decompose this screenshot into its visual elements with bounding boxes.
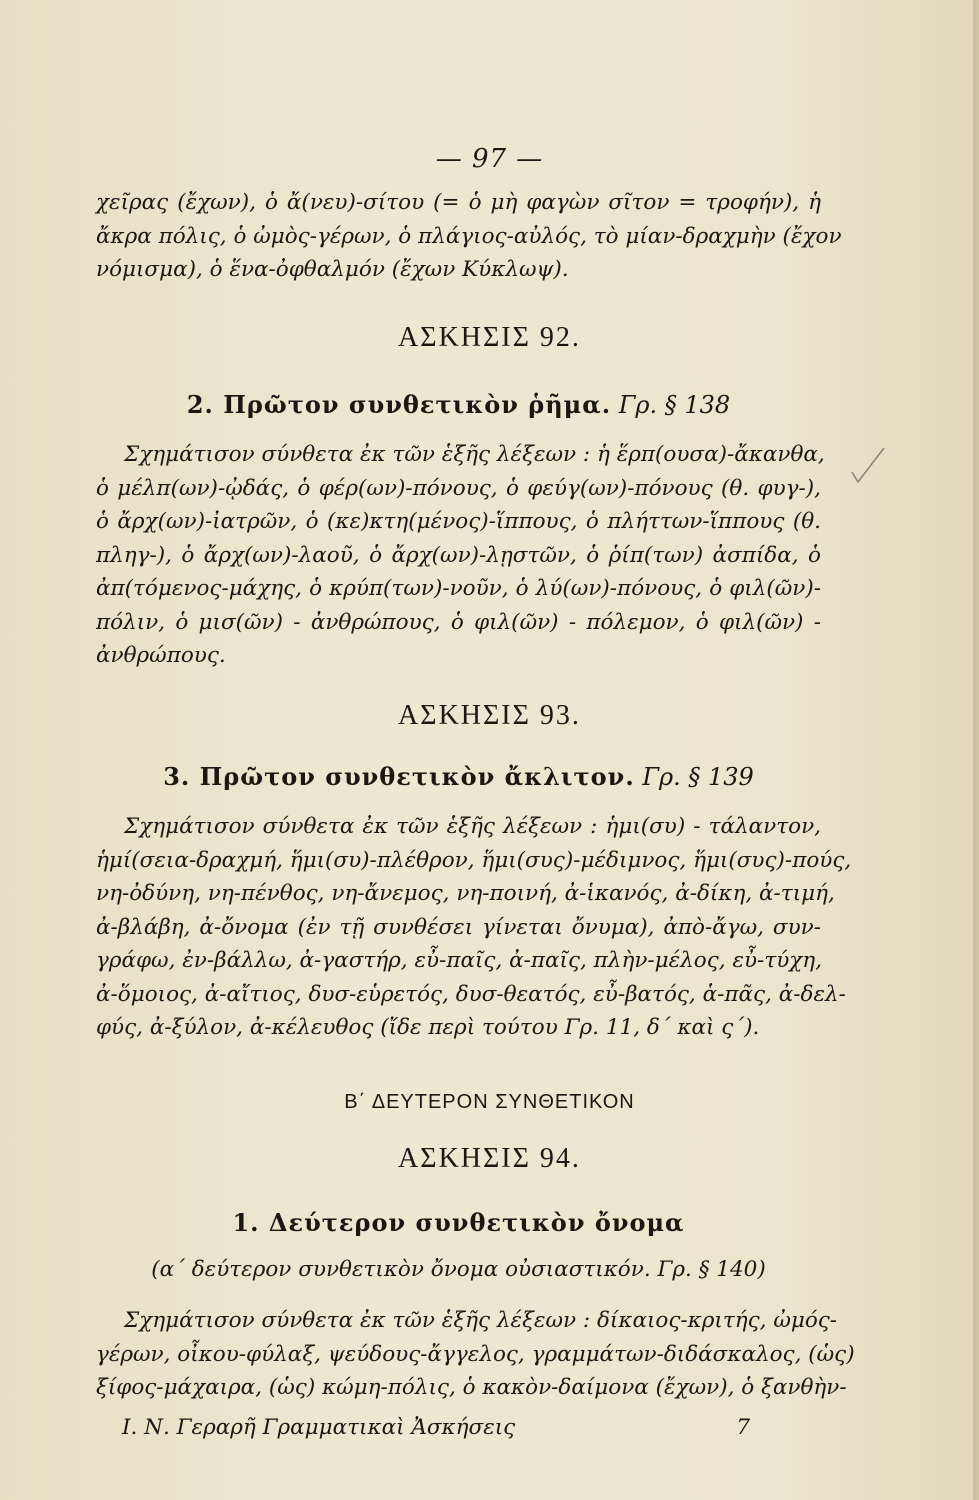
subheading-title: 2. Πρῶτον συνθετικὸν ῥῆμα. (186, 390, 612, 419)
intro-paragraph (96, 186, 842, 287)
subheading-title: 3. Πρῶτον συνθετικὸν ἄκλιτον. (163, 762, 635, 791)
text-line: Σχημάτισον σύνθετα ἐκ τῶν ἑξῆς λέξεων : ἡ ἕρπ(ουσα)-ἄκανθα, (124, 442, 825, 467)
text-line: Σχημάτισον σύνθετα ἐκ τῶν ἑξῆς λέξεων : δίκαιος-κριτής, ὠμός- (124, 1308, 838, 1333)
text-line: πληγ-), ὁ ἄρχ(ων)-λαοῦ, ὁ ἄρχ(ων)-λῃστῶν, ὁ ῥίπ(των) ἀσπίδα, ὁ (96, 542, 821, 568)
text-line: νη-ὀδύνη, νη-πένθος, νη-ἄνεμος, νη-ποινή, ἀ-ἱκανός, ἀ-δίκη, ἀ-τιμή, (96, 881, 835, 906)
exercise-94-subheading (96, 1208, 821, 1237)
page-footer (122, 1415, 750, 1440)
exercise-92-subheading (96, 390, 821, 419)
text-line: ξίφος-μάχαιρα, (ὡς) κώμη-πόλις, ὁ κακὸν-δαίμονα (ἔχων), ὁ ξανθὴν- (96, 1375, 847, 1400)
page-number: — 97 — (435, 144, 544, 174)
exercise-94-heading: ΑΣΚΗΣΙΣ 94. (398, 1143, 581, 1174)
text-line: ὁ μέλπ(ων)-ᾠδάς, ὁ φέρ(ων)-πόνους, ὁ φεύγ(ων)-πόνους (θ. φυγ-), (96, 475, 821, 501)
exercise-94-text (96, 1304, 855, 1405)
exercise-94-note: (α΄ δεύτερον συνθετικὸν ὄνομα οὐσιαστικόν. Γρ. § 140) (151, 1257, 766, 1282)
grammar-reference: Γρ. § 138 (618, 391, 731, 419)
text-line: ὁ ἄρχ(ων)-ἰατρῶν, ὁ (κε)κτη(μένος)-ἵππους, ὁ πλήττων-ἵππους (θ. (96, 509, 821, 534)
grammar-reference: Γρ. § 139 (642, 763, 754, 791)
subheading-title: 1. Δεύτερον συνθετικὸν ὄνομα (232, 1208, 685, 1237)
text-line: ἄκρα πόλις, ὁ ὠμὸς-γέρων, ὁ πλάγιος-αὐλός, τὸ μίαν-δραχμὴν (ἔχον (96, 223, 842, 249)
text-line: ἡμί(σεια-δραχμή, ἥμι(συ)-πλέθρον, ἥμι(συς)-μέδιμνος, ἥμι(συς)-πούς, (96, 847, 852, 873)
exercise-93-subheading (96, 762, 821, 791)
text-line: ἀ-βλάβη, ἀ-ὄνομα (ἐν τῇ συνθέσει γίνεται ὄνυμα), ἀπὸ-ἄγω, συν- (96, 914, 821, 940)
exercise-92-text (96, 438, 825, 673)
footer-book-title: Ι. Ν. Γεραρῆ Γραμματικαὶ Ἀσκήσεις (122, 1415, 516, 1440)
footer-signature-number: 7 (736, 1415, 750, 1440)
text-line: ἀνθρώπους. (96, 643, 226, 668)
text-line: νόμισμα), ὁ ἕνα-ὀφθαλμόν (ἔχων Κύκλωψ). (96, 257, 569, 282)
text-line: φύς, ἀ-ξύλον, ἀ-κέλευθος (ἴδε περὶ τούτου Γρ. 11, δ΄ καὶ ς΄). (96, 1015, 760, 1040)
section-b-title: Β΄ ΔΕΥΤΕΡΟΝ ΣΥΝΘΕΤΙΚΟΝ (344, 1091, 635, 1113)
text-line: ἀ-ὅμοιος, ἀ-αἴτιος, δυσ-εὑρετός, δυσ-θεατός, εὖ-βατός, ἁ-πᾶς, ἀ-δελ- (96, 981, 846, 1007)
exercise-93-text (96, 810, 852, 1045)
text-line: γέρων, οἶκου-φύλαξ, ψεύδους-ἄγγελος, γραμμάτων-διδάσκαλος, (ὡς) (96, 1341, 855, 1367)
exercise-93-heading: ΑΣΚΗΣΙΣ 93. (398, 700, 581, 731)
pencil-check-mark (848, 444, 888, 490)
text-line: ἀπ(τόμενος-μάχης, ὁ κρύπ(των)-νοῦν, ὁ λύ(ων)-πόνους, ὁ φιλ(ῶν)- (96, 576, 821, 601)
text-line: Σχημάτισον σύνθετα ἐκ τῶν ἑξῆς λέξεων : ἡμι(συ) - τάλαντον, (124, 814, 821, 839)
text-line: γράφω, ἐν-βάλλω, ἀ-γαστήρ, εὖ-παῖς, ἀ-παῖς, πλὴν-μέλος, εὖ-τύχη, (96, 948, 823, 973)
exercise-92-heading: ΑΣΚΗΣΙΣ 92. (398, 322, 581, 353)
text-line: χεῖρας (ἔχων), ὁ ἄ(νευ)-σίτου (= ὁ μὴ φαγὼν σῖτον = τροφήν), ἡ (96, 190, 821, 215)
page-edge (973, 0, 979, 1500)
text-line: πόλιν, ὁ μισ(ῶν) - ἀνθρώπους, ὁ φιλ(ῶν) - πόλεμον, ὁ φιλ(ῶν) - (96, 609, 821, 635)
